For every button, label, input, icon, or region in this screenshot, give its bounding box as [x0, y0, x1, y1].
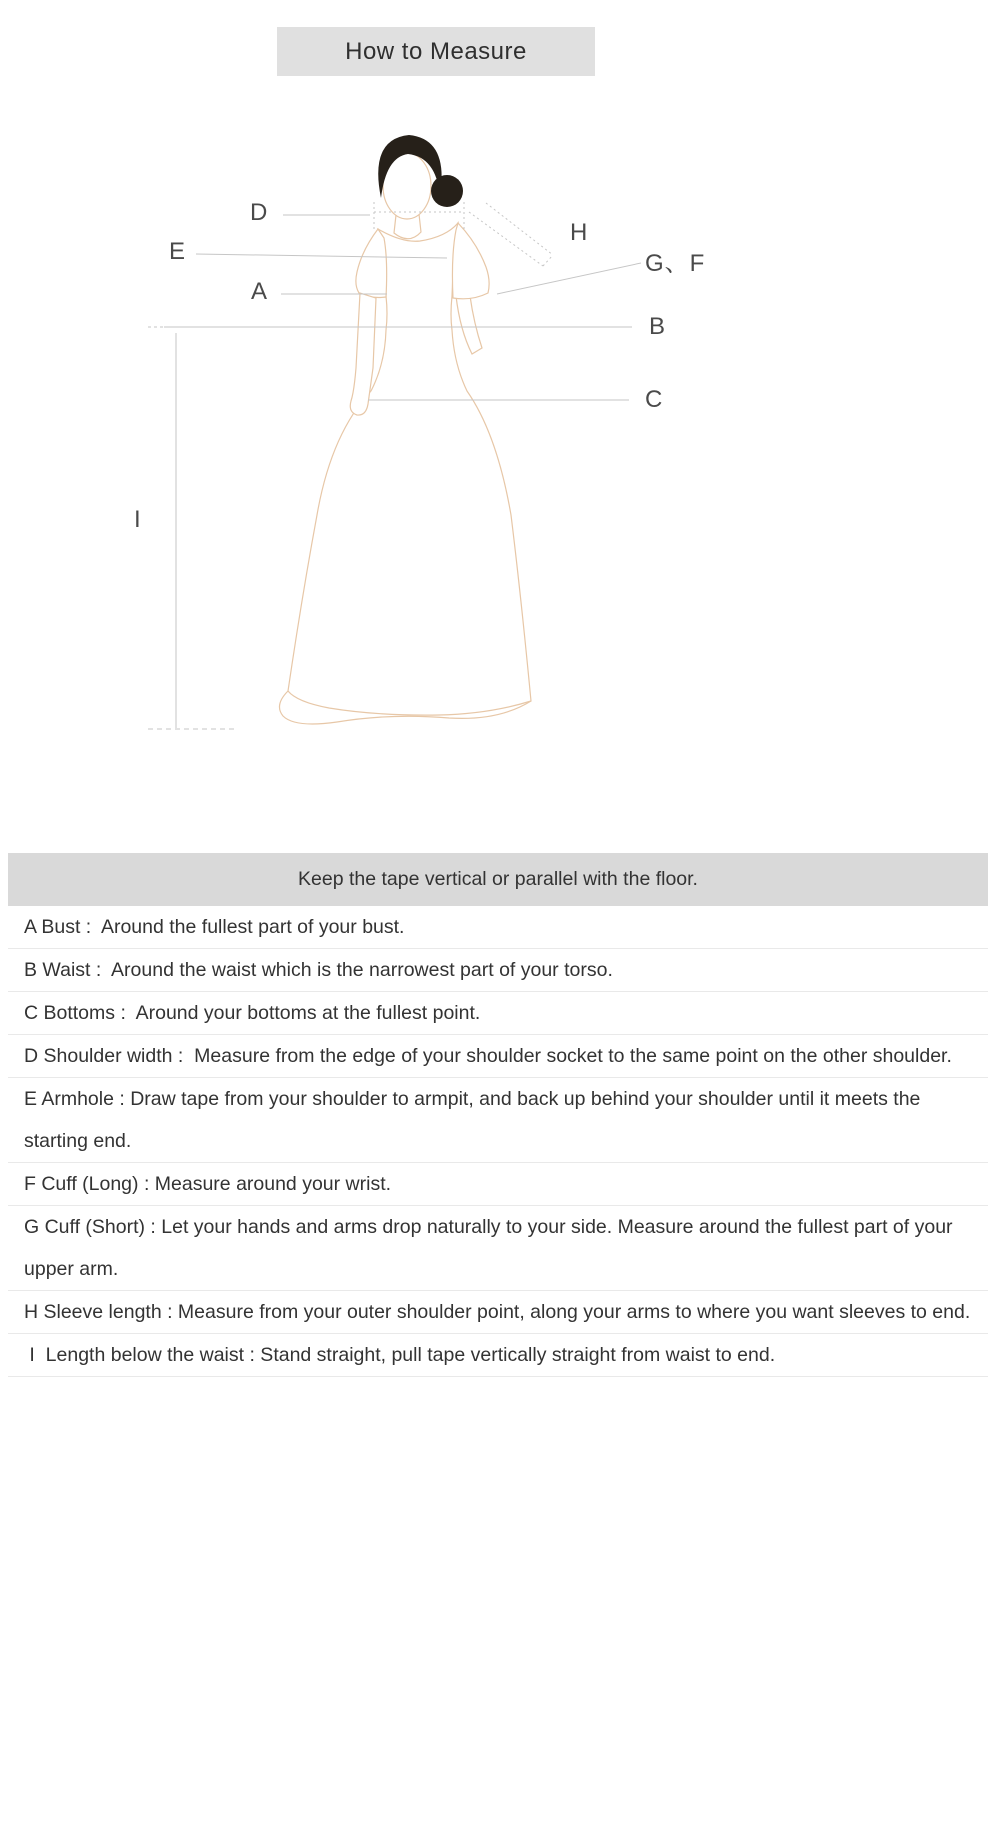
label-e: E [169, 238, 187, 265]
figure-right-arm [456, 296, 482, 354]
figure-left-sleeve [356, 229, 387, 298]
table-row-shoulder-width: D Shoulder width : Measure from the edge of your shoulder socket to the same point on the other shoulder. [8, 1035, 988, 1078]
table-row-cuff-long: F Cuff (Long) : Measure around your wrist. [8, 1163, 988, 1206]
page-title: How to Measure [277, 27, 595, 76]
figure-right-sleeve [452, 223, 489, 299]
label-g-f: G、F [645, 250, 706, 277]
label-h: H [570, 219, 589, 246]
label-d: D [250, 199, 269, 226]
table-header: Keep the tape vertical or parallel with the floor. [8, 853, 988, 906]
table-row-length-below-waist: I Length below the waist : Stand straight, pull tape vertically straight from waist to end. [8, 1334, 988, 1377]
label-i: I [134, 506, 142, 533]
label-c: C [645, 386, 664, 413]
table-row-sleeve-length: H Sleeve length : Measure from your outer shoulder point, along your arms to where you want sleeves to end. [8, 1291, 988, 1334]
measurement-figure-svg [0, 0, 996, 800]
measure-line-gf [497, 263, 641, 294]
table-row-waist: B Waist : Around the waist which is the narrowest part of your torso. [8, 949, 988, 992]
measurement-table [8, 853, 988, 1377]
label-b: B [649, 313, 667, 340]
table-row-bottoms: C Bottoms : Around your bottoms at the fullest point. [8, 992, 988, 1035]
woman-figure-illustration [279, 135, 531, 724]
figure-hair-bun [431, 175, 463, 207]
table-row-armhole: E Armhole : Draw tape from your shoulder to armpit, and back up behind your shoulder until it meets the starting end. [8, 1078, 988, 1163]
label-a: A [251, 278, 269, 305]
measure-line-h-3 [543, 255, 553, 266]
figure-dress [288, 223, 531, 715]
table-row-cuff-short: G Cuff (Short) : Let your hands and arms drop naturally to your side. Measure around the fullest part of your upper arm. [8, 1206, 988, 1291]
measure-line-h-2 [486, 203, 553, 255]
table-row-bust: A Bust : Around the fullest part of your bust. [8, 906, 988, 949]
